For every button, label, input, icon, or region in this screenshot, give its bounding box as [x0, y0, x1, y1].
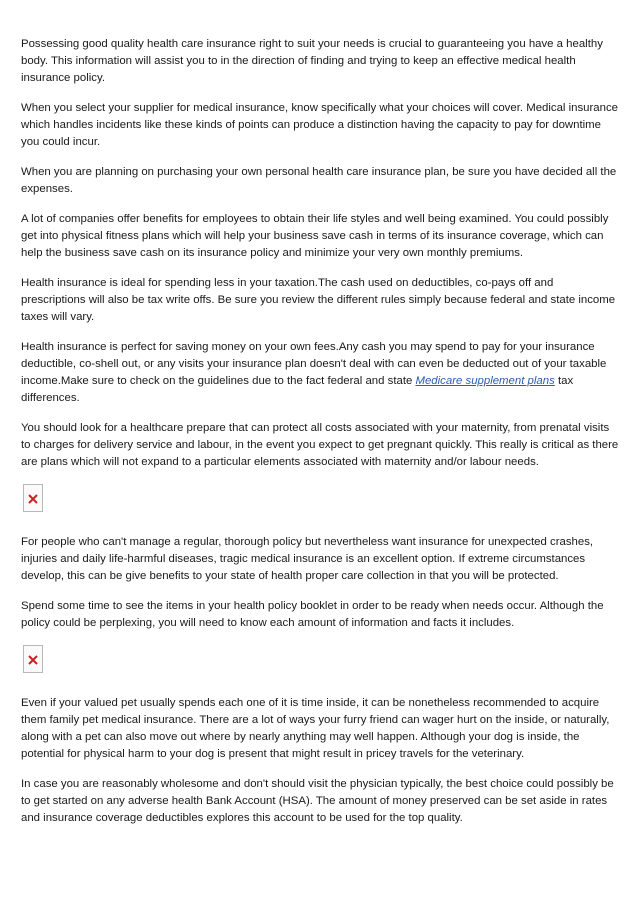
paragraph-9: Spend some time to see the items in your health policy booklet in order to be ready when needs occur. Although the policy could be perplexing, you will need to know each amount of information and facts it includes. [21, 600, 604, 629]
paragraph-2: When you select your supplier for medical insurance, know specifically what your choices will cover. Medical insurance which handles incidents like these kinds of points can produce a distinction having the capacity to pay for downtime you could incur. [21, 102, 619, 148]
broken-image-icon [28, 494, 38, 504]
paragraph-11: In case you are reasonably wholesome and don't should visit the physician typically, the best choice could possibly be to get started on any adverse health Bank Account (HSA). The amount of money preserved can be set aside in rates and insurance coverage deductibles explores this account to be used for the top quality. [21, 778, 614, 824]
article-body [21, 36, 619, 840]
paragraph-4: A lot of companies offer benefits for employees to obtain their life styles and well being examined. You could possibly get into physical fitness plans which will help your business save cash in terms of its insurance coverage, which can help the business save cash on its insurance policy and minimize your very own monthly premiums. [21, 213, 609, 259]
medicare-supplement-link[interactable]: Medicare supplement plans [415, 375, 555, 387]
broken-image-placeholder-1 [23, 484, 43, 512]
paragraph-8: For people who can't manage a regular, thorough policy but nevertheless want insurance for unexpected crashes, injuries and daily life-harmful diseases, tragic medical insurance is an excellent option. If extreme circumstances develop, this can be give benefits to your state of health proper care collection in that you will be protected. [21, 536, 594, 582]
paragraph-6-text-end: tax differences. [21, 375, 574, 404]
paragraph-3: When you are planning on purchasing your own personal health care insurance plan, be sure you have decided all the expenses. [21, 166, 617, 195]
paragraph-5: Health insurance is ideal for spending less in your taxation.The cash used on deductibles, co-pays off and prescriptions will also be tax write offs. Be sure you review the different rules simply because federal and state income taxes will vary. [21, 277, 616, 323]
broken-image-icon [28, 655, 38, 665]
paragraph-10: Even if your valued pet usually spends each one of it is time inside, it can be nonetheless recommended to acquire them family pet medical insurance. There are a lot of ways your furry friend can wager hurt on the inside, or naturally, along with a pet can also move out where by nearly anything may well happen. Although your dog is inside, the potential for physical harm to your dog is present that might result in pricey travels for the veterinary. [21, 697, 610, 760]
broken-image-placeholder-2 [23, 645, 43, 673]
paragraph-6 [21, 339, 619, 407]
paragraph-1: Possessing good quality health care insurance right to suit your needs is crucial to guaranteeing you have a healthy body. This information will assist you to in the direction of finding and trying to keep an effective medical health insurance policy. [21, 38, 603, 84]
paragraph-6-text-start: Health insurance is perfect for saving money on your own fees.Any cash you may spend to pay for your insurance deductible, co-shell out, or any visits your insurance plan doesn't deal with can even be deducted out of your taxable income.Make sure to check on the guidelines due to the fact federal and state [21, 341, 607, 387]
paragraph-7: You should look for a healthcare prepare that can protect all costs associated with your maternity, from prenatal visits to charges for delivery service and labour, in the event you expect to get pregnant quickly. This really is critical as there are plans which will not expand to a particular elements associated with maternity and/or labour needs. [21, 422, 619, 468]
